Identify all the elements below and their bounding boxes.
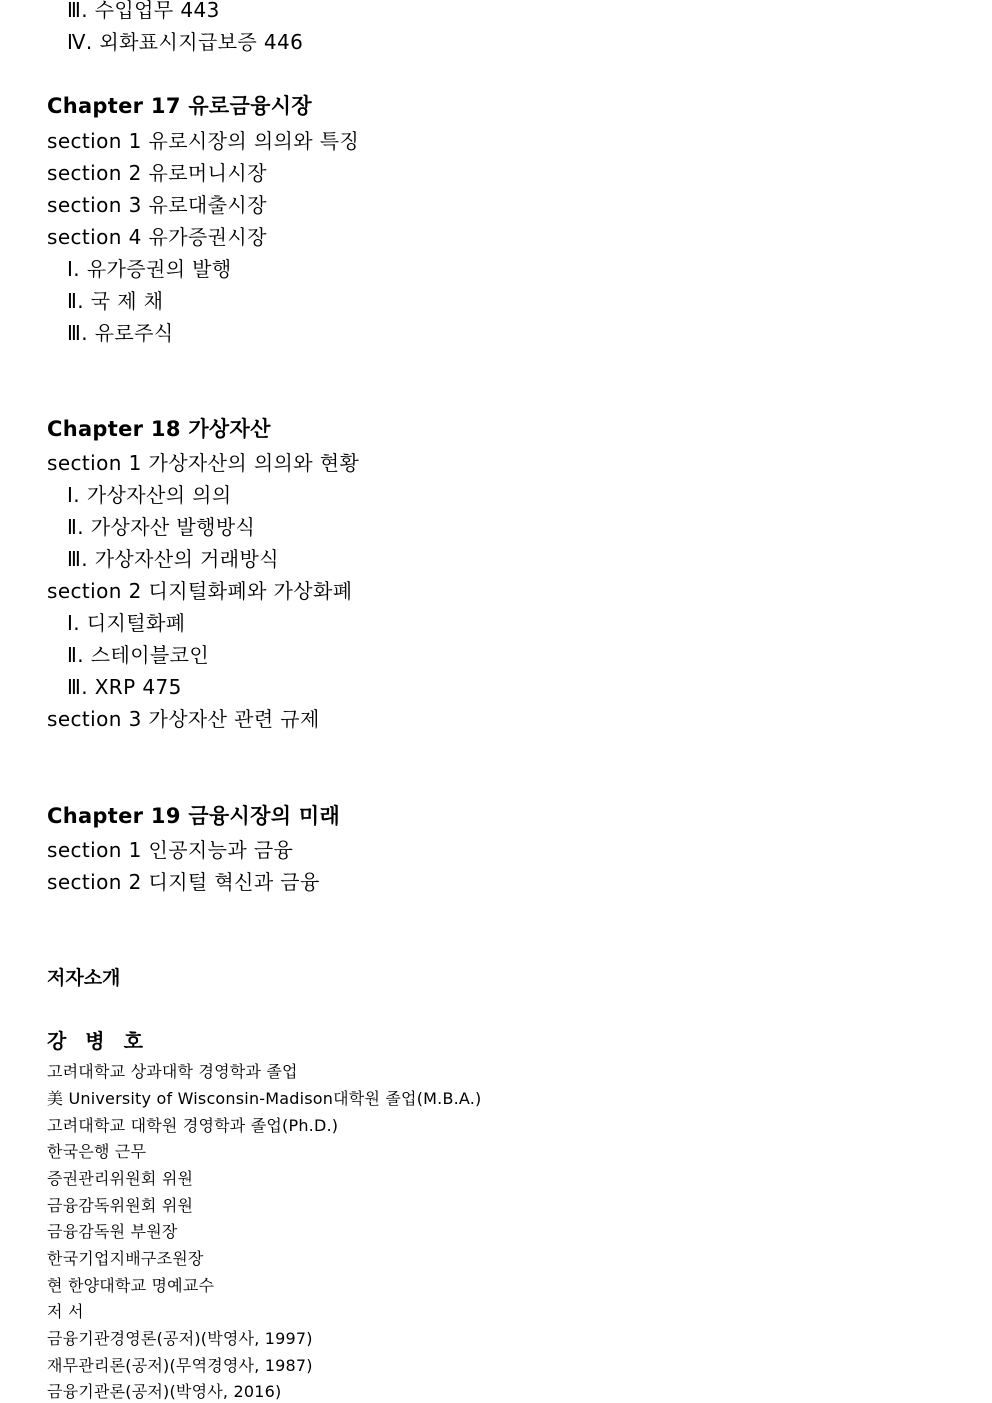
chapter-18-title: Chapter 18 가상자산 [47,417,271,441]
ch18-sec1-item-3: Ⅲ. 가상자산의 거래방식 [67,547,279,571]
ch18-sec1-item-2: Ⅱ. 가상자산 발행방식 [67,515,256,539]
ch17-section-3: section 3 유로대출시장 [47,193,267,217]
author-books-heading: 저 서 [47,1302,84,1321]
author-bio-line: 금융감독위원회 위원 [47,1196,194,1215]
author-bio-line: 한국은행 근무 [47,1142,147,1161]
ch18-section-3: section 3 가상자산 관련 규제 [47,707,320,731]
author-bio-line: 고려대학교 대학원 경영학과 졸업(Ph.D.) [47,1116,339,1135]
chapter-19-title: Chapter 19 금융시장의 미래 [47,804,341,828]
author-bio-line: 고려대학교 상과대학 경영학과 졸업 [47,1062,298,1081]
toc-item-guarantee: Ⅳ. 외화표시지급보증 446 [67,30,304,54]
ch19-section-1: section 1 인공지능과 금융 [47,838,294,862]
author-bio-line: 美 University of Wisconsin-Madison대학원 졸업(M.B.A.) [47,1089,482,1108]
ch17-section-1: section 1 유로시장의 의의와 특징 [47,129,360,153]
author-bio-line: 한국기업지배구조원장 [47,1249,204,1268]
ch17-sec4-item-2: Ⅱ. 국 제 채 [67,289,164,313]
ch18-section-2: section 2 디지털화폐와 가상화폐 [47,579,353,603]
ch17-section-4: section 4 유가증권시장 [47,225,267,249]
ch18-section-1: section 1 가상자산의 의의와 현황 [47,451,360,475]
author-book: 재무관리론(공저)(무역경영사, 1987) [47,1356,313,1375]
ch18-sec2-item-1: Ⅰ. 디지털화폐 [67,611,186,635]
ch17-sec4-item-3: Ⅲ. 유로주식 [67,321,174,345]
author-book: 금융기관론(공저)(박영사, 2016) [47,1382,282,1401]
author-bio-line: 금융감독원 부원장 [47,1222,178,1241]
author-bio-line: 현 한양대학교 명예교수 [47,1276,215,1295]
ch18-sec1-item-1: Ⅰ. 가상자산의 의의 [67,483,232,507]
ch17-section-2: section 2 유로머니시장 [47,161,267,185]
chapter-17-title: Chapter 17 유로금융시장 [47,94,312,118]
author-book: 금융기관경영론(공저)(박영사, 1997) [47,1329,313,1348]
toc-item-import: Ⅲ. 수입업무 443 [67,0,220,22]
author-name: 강 병 호 [47,1029,149,1053]
ch17-sec4-item-1: Ⅰ. 유가증권의 발행 [67,257,232,281]
ch18-sec2-item-2: Ⅱ. 스테이블코인 [67,643,210,667]
author-bio-line: 증권관리위원회 위원 [47,1169,194,1188]
author-section-title: 저자소개 [47,967,121,989]
ch19-section-2: section 2 디지털 혁신과 금융 [47,870,320,894]
ch18-sec2-item-3: Ⅲ. XRP 475 [67,675,182,699]
